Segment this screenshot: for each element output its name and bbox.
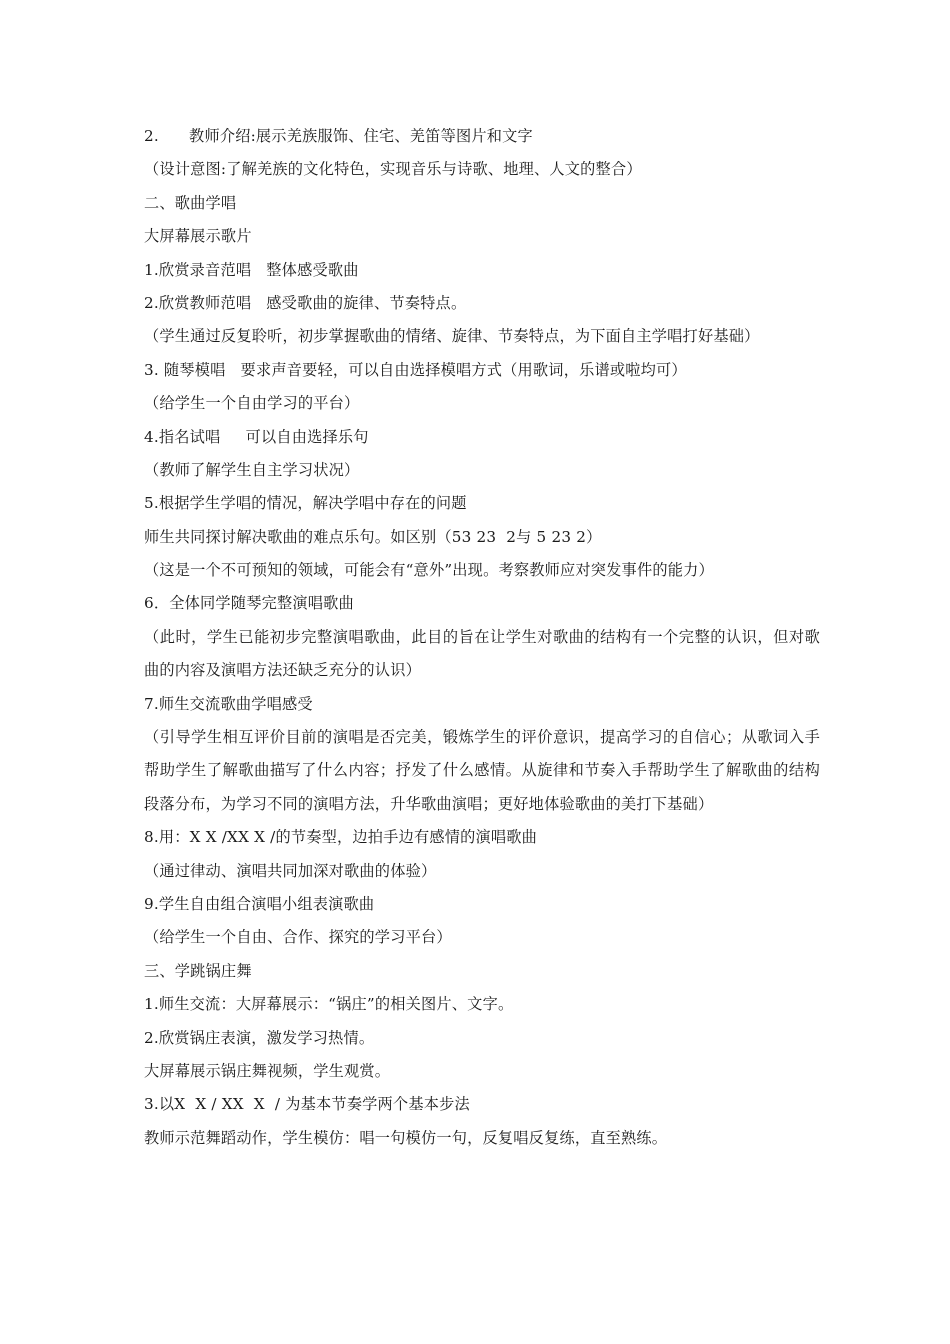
step-4: 4.指名试唱 可以自由选择乐句 (144, 427, 369, 446)
paragraph: 教师示范舞蹈动作，学生模仿：唱一句模仿一句，反复唱反复练，直至熟练。 (144, 1128, 668, 1147)
dance-step-1: 1.师生交流：大屏幕展示：“锅庄”的相关图片、文字。 (144, 995, 514, 1014)
paragraph: 大屏幕展示歌片 (144, 227, 252, 246)
document-body (144, 120, 820, 1155)
step-2: 2.欣赏教师范唱 感受歌曲的旋律、节奏特点。 (144, 293, 467, 312)
step-5: 5.根据学生学唱的情况，解决学唱中存在的问题 (144, 494, 467, 513)
note: （给学生一个自由学习的平台） (144, 394, 360, 413)
item-2-teacher-intro: 2. 教师介绍:展示羌族服饰、住宅、羌笛等图片和文字 (144, 127, 533, 145)
section-heading-guozhuang-dance: 三、学跳锅庄舞 (144, 961, 252, 980)
step-1: 1.欣赏录音范唱 整体感受歌曲 (144, 260, 359, 279)
note: （通过律动、演唱共同加深对歌曲的体验） (144, 861, 437, 880)
step-8: 8.用：X X /XX X /的节奏型，边拍手边有感情的演唱歌曲 (144, 828, 538, 847)
note: （给学生一个自由、合作、探究的学习平台） (144, 928, 452, 947)
note: （学生通过反复聆听，初步掌握歌曲的情绪、旋律、节奏特点，为下面自主学唱打好基础） (144, 327, 760, 346)
paragraph: 师生共同探讨解决歌曲的难点乐句。如区别（53 23 2与 5 23 2） (144, 527, 602, 546)
dance-step-2: 2.欣赏锅庄表演，激发学习热情。 (144, 1028, 375, 1047)
step-7: 7.师生交流歌曲学唱感受 (144, 694, 313, 713)
step-9: 9.学生自由组合演唱小组表演歌曲 (144, 895, 375, 914)
note: （教师了解学生自主学习状况） (144, 460, 360, 479)
note: （引导学生相互评价目前的演唱是否完美，锻炼学生的评价意识，提高学习的自信心；从歌词入手帮助学生了解歌曲描写了什么内容；抒发了什么感情。从旋律和节奏入手帮助学生了解歌曲的结构段落分布，为学习不同的演唱方法，升华歌曲演唱；更好地体验歌曲的美打下基础） (144, 728, 820, 813)
section-heading-song-learning: 二、歌曲学唱 (144, 193, 237, 212)
step-3: 3. 随琴模唱 要求声音要轻，可以自由选择模唱方式（用歌词，乐谱或啦均可） (144, 360, 687, 379)
note: （此时，学生已能初步完整演唱歌曲，此目的旨在让学生对歌曲的结构有一个完整的认识，但对歌曲的内容及演唱方法还缺乏充分的认识） (144, 627, 820, 680)
step-6: 6．全体同学随琴完整演唱歌曲 (144, 594, 354, 613)
note: （这是一个不可预知的领域，可能会有“意外”出现。考察教师应对突发事件的能力） (144, 561, 714, 580)
dance-step-3: 3.以X X / XX X / 为基本节奏学两个基本步法 (144, 1095, 470, 1114)
design-intent-note: （设计意图:了解羌族的文化特色，实现音乐与诗歌、地理、人文的整合） (144, 160, 642, 179)
paragraph: 大屏幕展示锅庄舞视频，学生观赏。 (144, 1062, 391, 1081)
